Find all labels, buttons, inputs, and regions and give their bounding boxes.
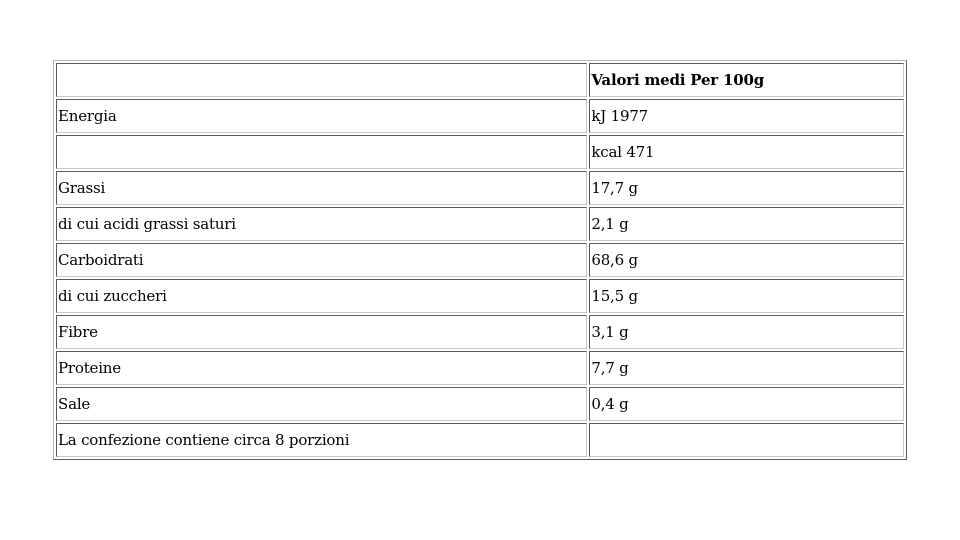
nutrition-table [53, 60, 907, 460]
row-value: 2,1 g [589, 207, 904, 241]
row-value: 7,7 g [589, 351, 904, 385]
row-value: 68,6 g [589, 243, 904, 277]
table-row [56, 99, 904, 133]
row-value: 0,4 g [589, 387, 904, 421]
table-row [56, 207, 904, 241]
row-value: 17,7 g [589, 171, 904, 205]
header-value-cell: Valori medi Per 100g [589, 63, 904, 97]
row-label: Energia [56, 99, 587, 133]
row-label: Fibre [56, 315, 587, 349]
row-value: kJ 1977 [589, 99, 904, 133]
header-label-cell [56, 63, 587, 97]
row-label: La confezione contiene circa 8 porzioni [56, 423, 587, 457]
row-label: Grassi [56, 171, 587, 205]
table-row [56, 423, 904, 457]
row-label: di cui acidi grassi saturi [56, 207, 587, 241]
table-row [56, 387, 904, 421]
table-row [56, 243, 904, 277]
row-label [56, 135, 587, 169]
table-header-row [56, 63, 904, 97]
row-label: di cui zuccheri [56, 279, 587, 313]
row-label: Carboidrati [56, 243, 587, 277]
table-row [56, 279, 904, 313]
row-value: 15,5 g [589, 279, 904, 313]
table-row [56, 171, 904, 205]
row-value: kcal 471 [589, 135, 904, 169]
row-value: 3,1 g [589, 315, 904, 349]
table-row [56, 135, 904, 169]
row-label: Proteine [56, 351, 587, 385]
table-row [56, 351, 904, 385]
table-row [56, 315, 904, 349]
row-value [589, 423, 904, 457]
row-label: Sale [56, 387, 587, 421]
